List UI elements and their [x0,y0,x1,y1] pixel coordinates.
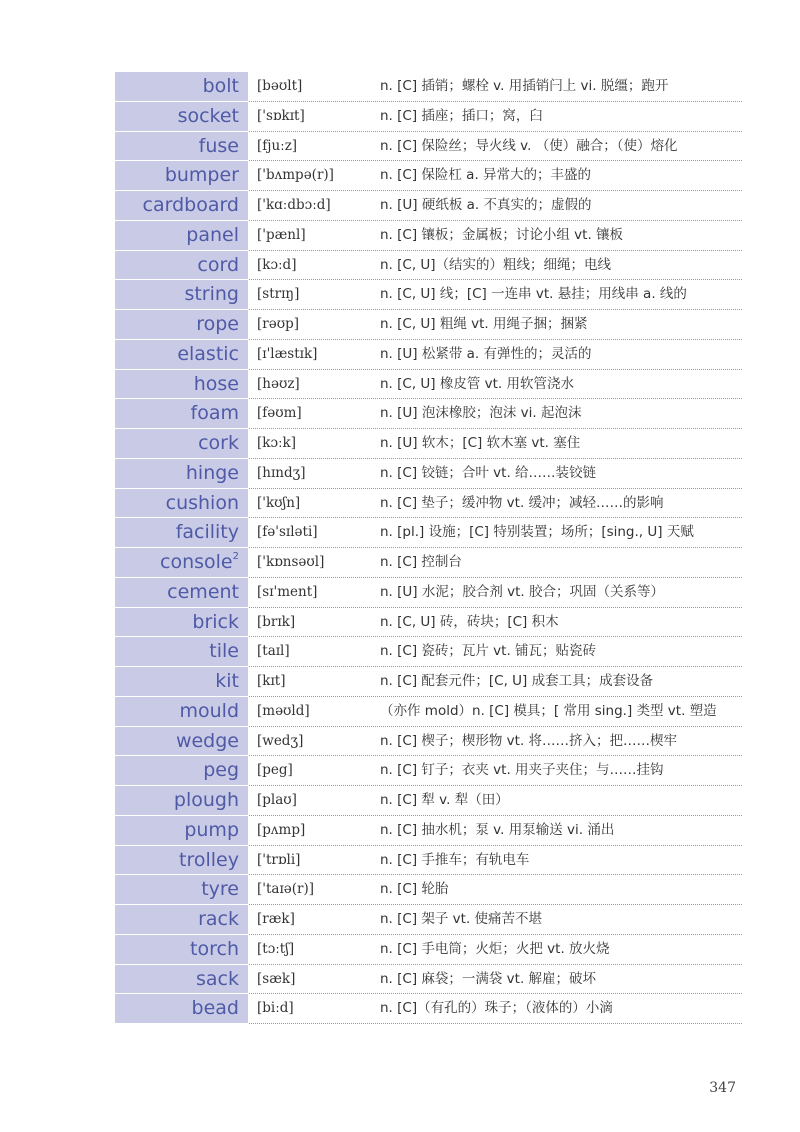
vocab-row [115,280,742,310]
phonetic: [fjuːz] [257,137,298,154]
vocab-row [115,727,742,757]
phonetic: [hɪndʒ] [257,464,306,481]
phonetic: ['kɑːdbɔːd] [257,197,331,213]
headword [115,518,248,548]
vocab-row [115,518,742,548]
headword [115,935,248,965]
definition: n. [U] 软木；[C] 软木塞 vt. 塞住 [380,435,581,451]
definition: n. [C] 钉子；衣夹 vt. 用夹子夹住；与……挂钩 [380,762,664,779]
headword-text: bumper [164,164,239,187]
definition: （亦作 mold）n. [C] 模具；[ 常用 sing.] 类型 vt. 塑造 [380,702,717,719]
definition: n. [C] 手推车；有轨电车 [380,851,530,868]
headword [115,310,248,340]
headword-text: string [184,283,239,306]
page-number: 347 [709,1080,736,1096]
phonetic: [ræk] [257,911,295,927]
headword [115,370,248,400]
headword-text: peg [203,759,239,782]
vocab-row [115,429,742,459]
phonetic: [tɔːtʃ] [257,940,295,957]
phonetic: ['taɪə(r)] [257,881,315,898]
homograph-number: 2 [232,551,239,562]
headword-text: sack [196,967,239,990]
headword-text: panel [186,223,239,246]
headword-text: wedge [175,729,239,752]
headword-text: brick [192,610,239,633]
definition: n. [C] 手电筒；火炬；火把 vt. 放火烧 [380,940,610,957]
vocab-row [115,102,742,132]
definition: n. [C] 配套元件；[C, U] 成套工具；成套设备 [380,673,654,689]
phonetic: [kɔːk] [257,435,297,451]
headword [115,72,248,102]
headword [115,578,248,608]
headword [115,756,248,786]
phonetic: [kɔːd] [257,256,297,273]
vocab-row [115,548,742,578]
headword-text: kit [215,670,239,692]
vocab-row [115,191,742,221]
definition: n. [C] 保险杠 a. 异常大的；丰盛的 [380,167,592,184]
definition: n. [C] 垫子；缓冲物 vt. 缓冲；减轻……的影响 [380,494,664,511]
definition: n. [U] 松紧带 a. 有弹性的；灵活的 [380,345,592,362]
definition: n. [C] 铰链；合叶 vt. 给……装铰链 [380,464,597,481]
definition: n. [C] 瓷砖；瓦片 vt. 铺瓦；贴瓷砖 [380,643,597,660]
headword-text: hinge [185,461,239,484]
headword-text: tyre [201,878,239,901]
headword-text: pump [184,818,239,841]
vocab-row [115,816,742,846]
headword [115,846,248,876]
headword-text: foam [190,402,239,425]
headword-text: rack [198,908,239,930]
phonetic: [peg] [257,762,293,779]
phonetic: ['pænl] [257,226,306,243]
headword [115,608,248,638]
vocab-row [115,251,742,281]
headword [115,489,248,519]
headword-text: fuse [198,134,239,157]
definition: n. [U] 水泥；胶合剂 vt. 胶合；巩固（关系等） [380,583,665,600]
phonetic: ['sɒkɪt] [257,107,305,124]
vocab-row [115,310,742,340]
vocab-row [115,489,742,519]
headword [115,340,248,370]
definition: n. [C]（有孔的）珠子；（液体的）小滴 [380,1000,613,1017]
phonetic: [plaʊ] [257,792,297,808]
vocab-row [115,786,742,816]
headword-text: facility [175,521,239,544]
definition: n. [C, U] 砖，砖块；[C] 积木 [380,613,559,630]
phonetic: [kɪt] [257,673,286,689]
vocab-row [115,756,742,786]
headword [115,994,248,1024]
headword-text: cushion [165,491,239,514]
vocab-row [115,667,742,697]
phonetic: ['bʌmpə(r)] [257,167,334,184]
headword [115,221,248,251]
definition: n. [C] 麻袋；一满袋 vt. 解雇；破坏 [380,970,597,987]
headword [115,132,248,162]
vocab-row [115,965,742,995]
vocab-row [115,72,742,102]
phonetic: [fəʊm] [257,405,302,422]
vocab-row [115,340,742,370]
headword [115,905,248,935]
headword [115,191,248,221]
definition: n. [C] 轮胎 [380,881,449,898]
definition: n. [U] 硬纸板 a. 不真实的；虚假的 [380,197,592,213]
vocab-row [115,697,742,727]
vocab-row [115,399,742,429]
vocab-row [115,637,742,667]
phonetic: [sɪ'ment] [257,583,318,600]
headword [115,251,248,281]
headword [115,429,248,459]
headword-text: tile [209,640,239,663]
vocab-row [115,370,742,400]
headword [115,399,248,429]
vocab-row [115,846,742,876]
definition: n. [C] 楔子；楔形物 vt. 将……挤入；把……楔牢 [380,732,678,749]
definition: n. [C, U] 粗绳 vt. 用绳子捆；捆紧 [380,316,588,332]
phonetic: [həʊz] [257,375,300,392]
headword-text: cement [167,580,239,603]
headword [115,965,248,995]
headword [115,102,248,132]
headword-text: rope [196,313,239,335]
vocab-row [115,221,742,251]
phonetic: [bəʊlt] [257,78,303,94]
headword-text: elastic [177,342,239,365]
headword [115,697,248,727]
headword-text: bead [191,997,239,1020]
phonetic: [wedʒ] [257,732,304,749]
headword-text: trolley [179,848,239,871]
headword-text: socket [177,104,239,127]
headword [115,161,248,191]
headword-text: hose [193,372,239,395]
definition: n. [C] 架子 vt. 使痛苦不堪 [380,911,543,927]
headword [115,548,248,578]
definition: n. [C] 抽水机；泵 v. 用泵输送 vi. 涌出 [380,821,615,838]
vocab-row [115,875,742,905]
headword [115,637,248,667]
headword-text: plough [173,789,239,811]
definition: n. [C, U] 线；[C] 一连串 vt. 悬挂；用线串 a. 线的 [380,286,687,303]
vocab-row [115,459,742,489]
definition: n. [C] 插销；螺栓 v. 用插销闩上 vi. 脱缰；跑开 [380,78,669,94]
definition: n. [pl.] 设施；[C] 特别装置；场所；[sing., U] 天赋 [380,524,694,541]
phonetic: [sæk] [257,970,296,987]
headword [115,667,248,697]
phonetic: ['trɒli] [257,851,301,868]
phonetic: [biːd] [257,1000,294,1017]
headword-text: mould [179,699,239,722]
vocabulary-table [115,72,742,1024]
vocab-row [115,578,742,608]
definition: n. [C] 镶板；金属板；讨论小组 vt. 镶板 [380,226,624,243]
headword [115,875,248,905]
phonetic: [pʌmp] [257,821,306,838]
headword [115,280,248,310]
headword-text: cord [197,253,239,276]
headword [115,786,248,816]
phonetic: [strɪŋ] [257,286,300,303]
phonetic: [rəʊp] [257,316,299,332]
headword-text: bolt [202,75,239,97]
definition: n. [C, U]（结实的）粗线；细绳；电线 [380,256,612,273]
vocab-row [115,935,742,965]
phonetic: [taɪl] [257,643,290,660]
headword [115,816,248,846]
headword [115,459,248,489]
vocab-row [115,994,742,1024]
phonetic: [ɪ'læstɪk] [257,345,318,362]
phonetic: [brɪk] [257,613,296,630]
vocab-row [115,608,742,638]
phonetic: [fə'sɪləti] [257,524,318,541]
definition: n. [C] 犁 v. 犁（田） [380,792,509,808]
definition: n. [C] 插座；插口；窝，臼 [380,107,543,124]
headword-text: console [160,551,233,573]
phonetic: [məʊld] [257,702,310,719]
headword-text: torch [190,937,239,960]
vocab-row [115,132,742,162]
vocab-row [115,161,742,191]
headword-text: cardboard [142,194,239,216]
definition: n. [C, U] 橡皮管 vt. 用软管浇水 [380,375,575,392]
definition: n. [U] 泡沫橡胶；泡沫 vi. 起泡沫 [380,405,582,422]
headword-text: cork [198,432,239,454]
vocab-row [115,905,742,935]
headword [115,727,248,757]
definition: n. [C] 保险丝；导火线 v. （使）融合；（使）熔化 [380,137,678,154]
phonetic: ['kʊʃn] [257,494,301,511]
definition: n. [C] 控制台 [380,554,462,570]
phonetic: ['kɒnsəʊl] [257,554,325,570]
